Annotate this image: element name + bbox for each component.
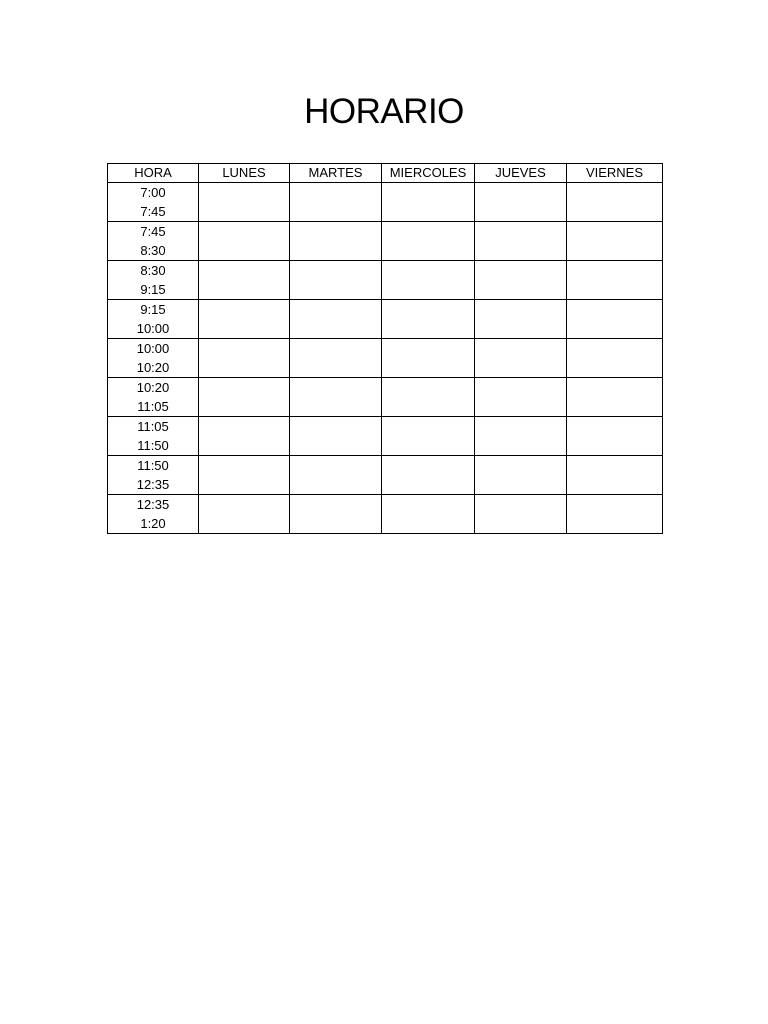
time-cell [108, 300, 199, 339]
cell-viernes [567, 300, 663, 339]
time-end: 8:30 [140, 243, 166, 258]
table-row [108, 261, 663, 300]
time-start: 12:35 [136, 497, 170, 512]
cell-jueves [475, 183, 567, 222]
cell-lunes [199, 222, 290, 261]
time-start: 8:30 [140, 263, 166, 278]
time-cell [108, 378, 199, 417]
column-header-lunes: LUNES [199, 164, 290, 183]
table-row [108, 300, 663, 339]
cell-lunes [199, 378, 290, 417]
cell-viernes [567, 183, 663, 222]
page-title: HORARIO [304, 92, 464, 131]
time-start: 11:50 [137, 458, 169, 473]
cell-jueves [475, 417, 567, 456]
time-end: 10:20 [136, 360, 170, 375]
cell-viernes [567, 222, 663, 261]
cell-lunes [199, 495, 290, 534]
cell-miercoles [382, 300, 475, 339]
table-row [108, 222, 663, 261]
table-row [108, 456, 663, 495]
cell-lunes [199, 417, 290, 456]
table-row [108, 495, 663, 534]
cell-martes [290, 222, 382, 261]
cell-jueves [475, 222, 567, 261]
time-start: 11:05 [137, 419, 169, 434]
cell-viernes [567, 261, 663, 300]
time-cell [108, 495, 199, 534]
cell-martes [290, 183, 382, 222]
cell-jueves [475, 456, 567, 495]
cell-jueves [475, 339, 567, 378]
table-row [108, 417, 663, 456]
cell-miercoles [382, 456, 475, 495]
cell-lunes [199, 339, 290, 378]
cell-miercoles [382, 339, 475, 378]
time-cell [108, 222, 199, 261]
cell-miercoles [382, 378, 475, 417]
time-start: 7:45 [140, 224, 166, 239]
cell-martes [290, 339, 382, 378]
time-start: 9:15 [140, 302, 166, 317]
column-header-martes: MARTES [290, 164, 382, 183]
time-end: 10:00 [136, 321, 170, 336]
time-start: 10:20 [136, 380, 170, 395]
time-end: 11:05 [137, 399, 169, 414]
time-end: 12:35 [136, 477, 170, 492]
cell-viernes [567, 495, 663, 534]
table-row [108, 378, 663, 417]
cell-jueves [475, 300, 567, 339]
cell-viernes [567, 378, 663, 417]
cell-viernes [567, 456, 663, 495]
time-cell [108, 339, 199, 378]
cell-miercoles [382, 183, 475, 222]
time-cell [108, 456, 199, 495]
header-row [108, 164, 663, 183]
cell-jueves [475, 495, 567, 534]
column-header-jueves: JUEVES [475, 164, 567, 183]
time-cell [108, 183, 199, 222]
cell-miercoles [382, 261, 475, 300]
time-start: 10:00 [136, 341, 170, 356]
cell-jueves [475, 378, 567, 417]
table-row [108, 183, 663, 222]
cell-martes [290, 261, 382, 300]
cell-lunes [199, 183, 290, 222]
cell-miercoles [382, 495, 475, 534]
cell-lunes [199, 456, 290, 495]
column-header-hora: HORA [108, 164, 199, 183]
cell-lunes [199, 300, 290, 339]
time-end: 11:50 [137, 438, 169, 453]
schedule-table [107, 163, 663, 534]
cell-martes [290, 456, 382, 495]
column-header-viernes: VIERNES [567, 164, 663, 183]
cell-lunes [199, 261, 290, 300]
column-header-miercoles: MIERCOLES [382, 164, 475, 183]
time-cell [108, 417, 199, 456]
time-start: 7:00 [140, 185, 166, 200]
cell-miercoles [382, 417, 475, 456]
cell-miercoles [382, 222, 475, 261]
cell-martes [290, 378, 382, 417]
cell-martes [290, 417, 382, 456]
cell-viernes [567, 417, 663, 456]
cell-martes [290, 300, 382, 339]
table-row [108, 339, 663, 378]
cell-martes [290, 495, 382, 534]
time-end: 9:15 [140, 282, 166, 297]
time-end: 7:45 [140, 204, 166, 219]
time-end: 1:20 [140, 516, 166, 531]
time-cell [108, 261, 199, 300]
cell-jueves [475, 261, 567, 300]
cell-viernes [567, 339, 663, 378]
